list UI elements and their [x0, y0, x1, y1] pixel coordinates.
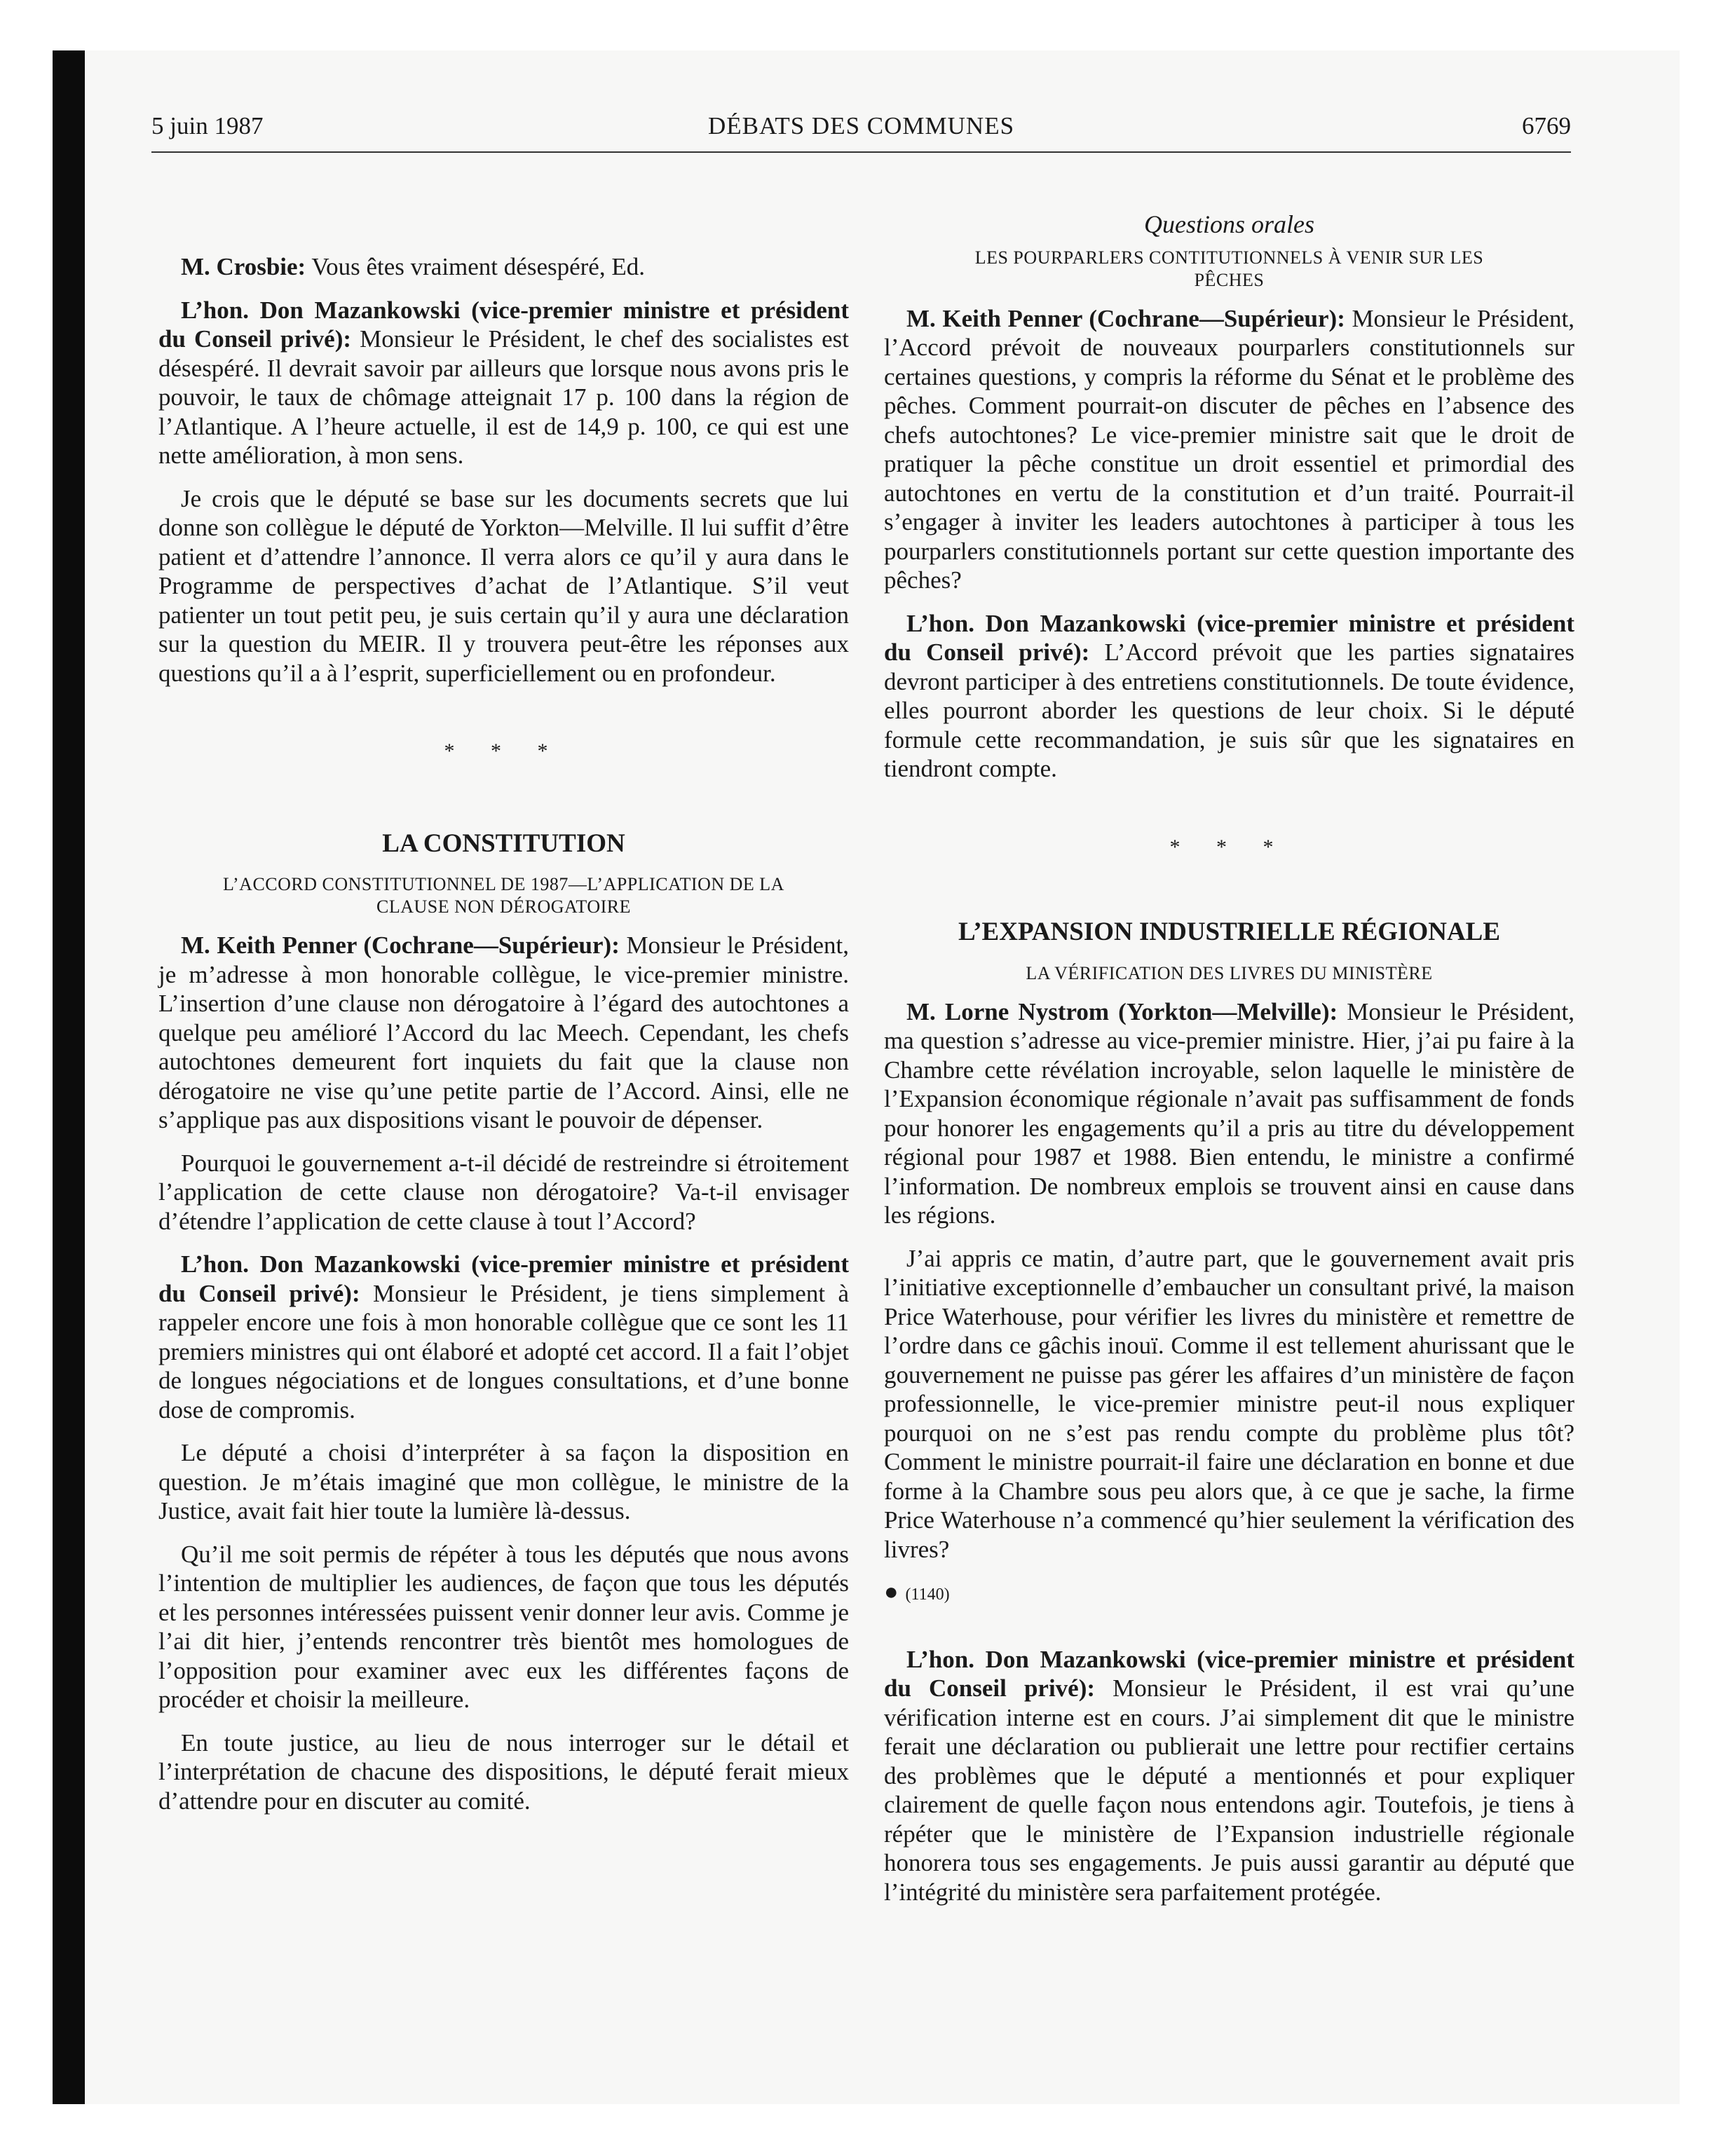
speech-text: L’Accord prévoit que les parties signataires devront participer à des entretiens constitutionnels. De toute évidence, elles pourront aborder les questions de leur choix. Si le député formule cette recommandation, je suis sûr que les signataires en tiendront compte.	[884, 639, 1574, 782]
speaker-name: L’hon. Don Mazankowski (vice-premier ministre et président du Conseil privé):	[884, 1645, 1574, 1702]
page-header	[151, 112, 1571, 153]
section-heading: LA CONSTITUTION	[382, 828, 625, 858]
header-date: 5 juin 1987	[151, 112, 264, 139]
speech-penner	[884, 304, 1574, 595]
section-subheading: LA VÉRIFICATION DES LIVRES DU MINISTÈRE	[1026, 962, 1433, 983]
speaker-name: L’hon. Don Mazankowski (vice-premier ministre et président du Conseil privé):	[884, 609, 1574, 666]
speaker-name: M. Lorne Nystrom (Yorkton—Melville):	[906, 997, 1338, 1025]
timestamp-marker	[884, 1578, 1574, 1610]
section-separator: * * *	[1169, 835, 1289, 859]
paragraph: Je crois que le député se base sur les documents secrets que lui donne son collègue le député de Yorkton—Melville. Il lui suffit d’être patient et d’attendre l’annonce. Il verra alors ce qu’il y aura dans le Programme de perspectives d’achat de l’Atlantique. S’il veut patienter un tout petit peu, je suis certain qu’il y aura une déclaration sur la question du MEIR. Il y trouvera peut-être les réponses aux questions qu’il a à l’esprit, superficiellement ou en profondeur.	[158, 484, 849, 687]
paragraph: Pourquoi le gouvernement a-t-il décidé de restreindre si étroitement l’application de cette clause non dérogatoire? Va-t-il envisager d’étendre l’application de cette clause à tout l’Accord?	[158, 1149, 849, 1235]
speech-text: Monsieur le Président, je m’adresse à mon honorable collègue, le vice-premier ministre. L’insertion d’une clause non dérogatoire à l’égard des autochtones a quelque peu amélioré l’Accord du lac Meech. Cependant, les chefs autochtones demeurent fort inquiets du fait que la clause non dérogatoire ne vise qu’une petite partie de l’Accord. Ainsi, elle ne s’applique pas aux dispositions visant le pouvoir de dépenser.	[158, 932, 849, 1133]
bullet-icon: ●	[884, 1579, 899, 1605]
section-subheading: L’ACCORD CONSTITUTIONNEL DE 1987—L’APPLICATION DE LA CLAUSE NON DÉROGATOIRE	[223, 874, 784, 917]
paragraph: J’ai appris ce matin, d’autre part, que le gouvernement avait pris l’initiative exceptionnelle d’embaucher un consultant privé, la maison Price Waterhouse, pour vérifier les livres du ministère et remettre de l’ordre dans ce gâchis inouï. Comme il est tellement ahurissant que le gouvernement ne puisse pas gérer les affaires d’un ministère de façon professionnelle, le vice-premier ministre peut-il nous expliquer pourquoi on ne s’est pas rendu compte du problème plus tôt? Comment le ministre pourrait-il faire une déclaration en bonne et due forme à la Chambre sous peu alors que, à ce que je sache, la firme Price Waterhouse n’a commencé qu’hier seulement la vérification des livres?	[884, 1244, 1574, 1563]
header-title: DÉBATS DES COMMUNES	[707, 112, 1015, 139]
paragraph: Le député a choisi d’interpréter à sa façon la disposition en question. Je m’étais imaginé que mon collègue, le ministre de la Justice, avait fait hier toute la lumière là-dessus.	[158, 1439, 849, 1524]
speaker-name: M. Keith Penner (Cochrane—Supérieur):	[181, 932, 620, 959]
speaker-name: M. Keith Penner (Cochrane—Supérieur):	[906, 304, 1345, 332]
paragraph: En toute justice, au lieu de nous interroger sur le détail et l’interprétation de chacune des dispositions, le député ferait mieux d’attendre pour en discuter au comité.	[158, 1728, 849, 1815]
speaker-name: L’hon. Don Mazankowski (vice-premier ministre et président du Conseil privé):	[158, 1250, 849, 1307]
speech-text: Monsieur le Président, le chef des socialistes est désespéré. Il devrait savoir par ailleurs que lorsque nous avons pris le pouvoir, le taux de chômage atteignait 17 p. 100 dans la région de l’Atlantique. A l’heure actuelle, il est de 14,9 p. 100, ce qui est une nette amélioration, à mon sens.	[158, 325, 849, 469]
speech-mazankowski-2	[158, 1250, 849, 1424]
speech-mazankowski-1	[884, 609, 1574, 784]
speech-mazankowski-1	[158, 296, 849, 470]
speech-text: Monsieur le Président, je tiens simplement à rappeler encore une fois à mon honorable collègue que ce sont les 11 premiers ministres qui ont élaboré et adopté cet accord. Il a fait l’objet de longues négociations et de longues consultations, et d’une bonne dose de compromis.	[158, 1279, 849, 1424]
speech-nystrom	[884, 997, 1574, 1230]
speaker-name: L’hon. Don Mazankowski (vice-premier ministre et président du Conseil privé):	[158, 296, 849, 353]
speech-text: Vous êtes vraiment désespéré, Ed.	[306, 253, 645, 280]
speech-mazankowski-2	[884, 1645, 1574, 1907]
left-column	[158, 252, 849, 1829]
speech-text: Monsieur le Président, ma question s’adresse au vice-premier ministre. Hier, j’ai pu faire à la Chambre cette révélation incroyable, selon laquelle le ministère de l’Expansion économique régionale n’avait pas suffisamment de fonds pour honorer les engagements qu’il a pris au titre du développement régional pour 1987 et 1988. Bien entendu, le ministre a confirmé l’information. De nombreux emplois se trouvent ainsi en cause dans les régions.	[884, 997, 1574, 1229]
speech-penner	[158, 931, 849, 1135]
scan-edge-bar	[53, 50, 85, 2104]
section-subheading: LES POURPARLERS CONTITUTIONNELS À VENIR SUR LES PÊCHES	[974, 247, 1484, 290]
header-page-number: 6769	[1522, 112, 1571, 139]
section-heading: L’EXPANSION INDUSTRIELLE RÉGIONALE	[958, 917, 1501, 946]
speaker-name: M. Crosbie:	[181, 253, 306, 280]
speech-crosbie	[158, 252, 849, 282]
right-column	[884, 210, 1574, 1920]
section-rubric: Questions orales	[1144, 210, 1314, 238]
section-separator: * * *	[444, 739, 564, 763]
speech-text: Monsieur le Président, il est vrai qu’une vérification interne est en cours. J’ai simplement dit que le ministre ferait une déclaration ou publierait une lettre pour rectifier certains des problèmes que le député a mentionnés et pour expliquer clairement de quelle façon nous entendons agir. Toutefois, je tiens à répéter que le ministère de l’Expansion industrielle régionale honorera tous ses engagements. Je puis aussi garantir au député que l’intégrité du ministère sera parfaitement protégée.	[884, 1674, 1574, 1906]
timestamp-text: (1140)	[905, 1585, 950, 1604]
speech-text: Monsieur le Président, l’Accord prévoit de nouveaux pourparlers constitutionnels sur certaines questions, y compris la réforme du Sénat et le problème des pêches. Comment pourrait-on discuter de pêches en l’absence des chefs autochtones? Le vice-premier ministre sait que le droit de pratiquer la pêche constitue un droit essentiel et primordial des autochtones en vertu de la constitution et d’un traité. Pourrait-il s’engager à inviter les leaders autochtones à participer à tous les pourparlers constitutionnels portant sur cette question importante des pêches?	[884, 304, 1574, 594]
paragraph: Qu’il me soit permis de répéter à tous les députés que nous avons l’intention de multiplier les audiences, de façon que tous les députés et les personnes intéressées puissent venir donner leur avis. Comme je l’ai dit hier, j’entends rencontrer très bientôt mes homologues de l’opposition pour examiner avec eux les différentes façons de procéder et choisir la meilleure.	[158, 1540, 849, 1713]
